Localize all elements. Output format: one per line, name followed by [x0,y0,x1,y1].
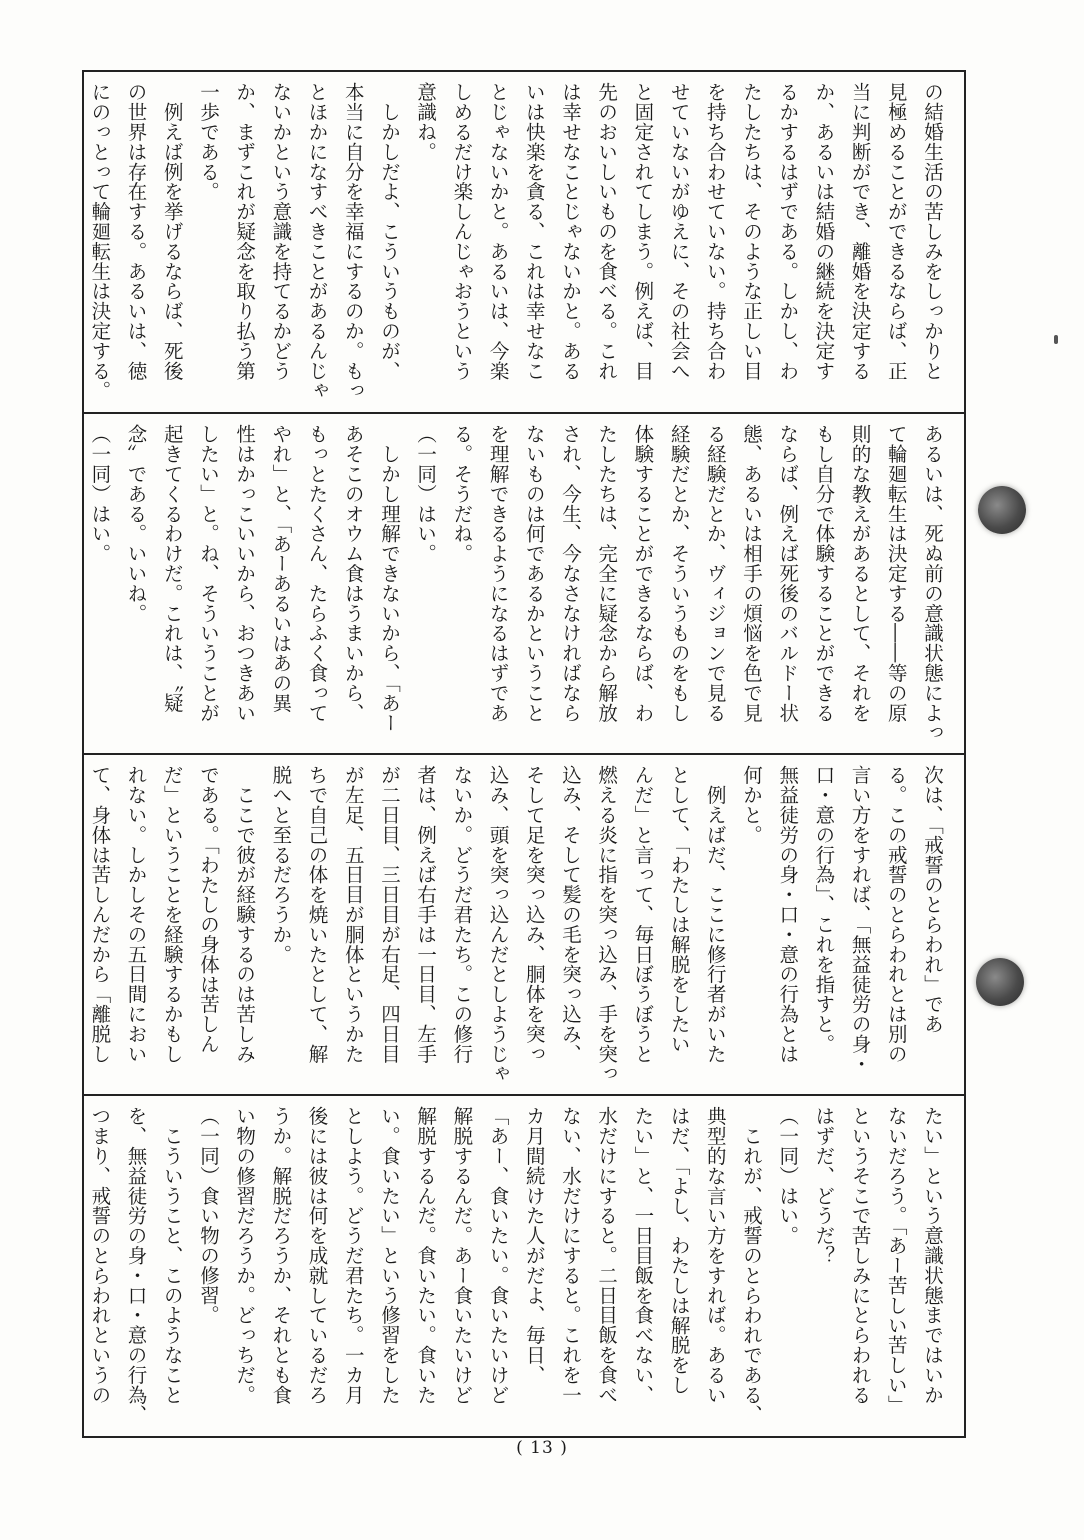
text-tier-3 [84,753,964,1094]
tier-3-text: 次は、「戒誓のとらわれ」であ る。この戒誓のとらわれとは別の 言い方をすれば、「無益徒労の身・ 口・意の行為」、これを指すと。 無益徒労の身・口・意の行為とは 何かと。 例えばだ、ここに修行者がいた として、「わたしは解脱をしたい んだ」と言って、毎日ぼうぼうと 燃える炎に指を突っ込み、手を突っ 込み、そして髪の毛を突っ込み、 そして足を突っ込み、胴体を突っ 込み、頭を突っ込んだとしようじゃ ないか。どうだ君たち。この修行 者は、例えば右手は一日目、左手 が二日目、三日目が右足、四日目 が左足、五日目が胴体というかた ちで自己の体を焼いたとして、解 脱へと至るだろうか。 ここで彼が経験するのは苦しみ である。「わたしの身体は苦しん だ」ということを経験するかもし れない。しかしその五日間におい て、身体は苦しんだから「離脱し [88,765,944,1084]
text-frame [82,70,966,1438]
tier-4-text: たい」という意識状態まではいか ないだろう。「あー苦しい苦しい」 というそこで苦しみにとらわれる はずだ、どうだ？ （一同）はい。 これが、戒誓のとらわれである、 典型的な言い方をすれば。あるい はだ、「よし、わたしは解脱をし たい」と、一日目飯を食べない、 水だけにすると。二日目飯を食べ ない、水だけにすると。これを一 カ月間続けた人がだよ、毎日、 「あー、食いたい。食いたいけど 解脱するんだ。あー食いたいけど 解脱するんだ。食いたい。食いた い。食いたい」という修習をした としよう。どうだ君たち。一カ月 後には彼は何を成就しているだろ うか。解脱だろうか、それとも食 い物の修習だろうか。どっちだ。 （一同）食い物の修習。 こういうこと、このようなこと を、無益徒労の身・口・意の行為、 つまり、戒誓のとらわれというの [88,1106,944,1425]
binder-hole-bottom [976,958,1024,1006]
text-tier-2 [84,412,964,753]
binder-hole-top [978,486,1026,534]
page-number: ( 13 ) [516,1438,568,1458]
scan-smudge [1054,335,1058,344]
text-tier-4 [84,1094,964,1436]
tier-2-text: あるいは、死ぬ前の意識状態によっ て輪廻転生は決定する――等の原 則的な教えがあるとして、それを もし自分で体験することができる ならば、例えば死後のバルドー状 態、あるいは相手の煩悩を色で見 る経験だとか、ヴィジョンで見る 経験だとか、そういうものをもし 体験することができるならば、わ たしたちは、完全に疑念から解放 され、今生、今なさなければなら ないものは何であるかということ を理解できるようになるはずであ る。そうだね。 （一同）はい。 しかし理解できないから、「あー あそこのオウム食はうまいから、 もっとたくさん、たらふく食って やれ」と、「あーあるいはあの異 性はかっこいいから、おつきあい したい」と。ね、そういうことが 起きてくるわけだ。これは、〝疑 念〟である。いいね。 （一同）はい。 [88,424,944,743]
text-tier-1 [84,72,964,412]
tier-1-text: の結婚生活の苦しみをしっかりと 見極めることができるならば、正 当に判断ができ、離婚を決定する か、あるいは結婚の継続を決定す るかするはずである。しかし、わ たしたちは、そのような正しい目 を持ち合わせていない。持ち合わ せていないがゆえに、その社会へ と固定されてしまう。例えば、目 先のおいしいものを食べる。これ は幸せなことじゃないかと。ある いは快楽を貪る、これは幸せなこ とじゃないかと。あるいは、今楽 しめるだけ楽しんじゃおうという 意識ね。 しかしだよ、こういうものが、 本当に自分を幸福にするのか。もっ とほかになすべきことがあるんじゃ ないかという意識を持てるかどう か、まずこれが疑念を取り払う第 一歩である。 例えば例を挙げるならば、死後 の世界は存在する。あるいは、徳 にのっとって輪廻転生は決定する。 [88,82,944,401]
